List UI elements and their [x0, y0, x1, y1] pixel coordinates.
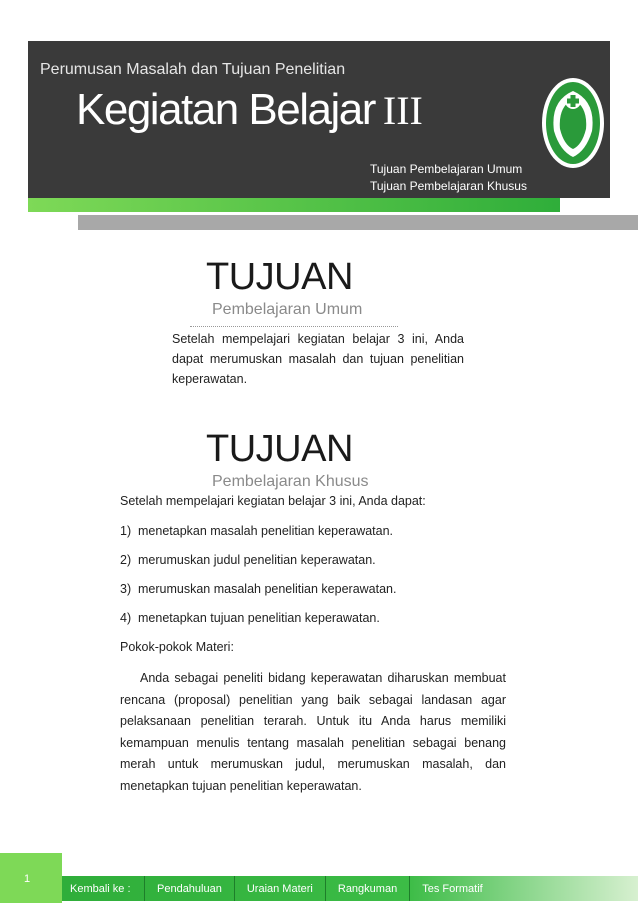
section1-heading: TUJUAN — [206, 256, 353, 298]
section2-subheading: Pembelajaran Khusus — [212, 473, 369, 490]
footer-label: Kembali ke : — [70, 882, 131, 895]
nav-rangkuman[interactable]: Rangkuman — [326, 876, 410, 901]
nav-tes-formatif[interactable]: Tes Formatif — [422, 882, 483, 895]
header-links — [370, 161, 527, 195]
section2-intro: Setelah mempelajari kegiatan belajar 3 ini, Anda dapat: — [120, 494, 426, 508]
divider — [190, 326, 398, 327]
materi-text: Anda sebagai peneliti bidang keperawatan diharuskan membuat rencana (proposal) penelitian yang baik sebagai landasan agar pelaksanaan penelitian terarah. Untuk itu Anda harus memiliki kemampuan menulis tentang masalah penelitian sebagai benang merah untuk merumuskan judul, merumuskan masalah, dan menetapkan tujuan penelitian keperawatan. — [120, 671, 506, 793]
list-item: 1) menetapkan masalah penelitian keperawatan. — [120, 524, 394, 538]
title-text: Kegiatan Belajar — [76, 85, 375, 134]
link-tujuan-khusus[interactable]: Tujuan Pembelajaran Khusus — [370, 179, 527, 193]
materi-label: Pokok-pokok Materi: — [120, 640, 234, 654]
page-number: 1 — [0, 853, 62, 903]
nav-pendahuluan[interactable]: Pendahuluan — [144, 876, 235, 901]
page-title — [76, 85, 423, 135]
section2-heading: TUJUAN — [206, 428, 353, 470]
section1-text: Setelah mempelajari kegiatan belajar 3 ini, Anda dapat merumuskan masalah dan tujuan penelitian keperawatan. — [172, 332, 464, 386]
bakti-husada-logo-icon — [540, 71, 606, 181]
gray-accent-bar — [78, 215, 638, 230]
title-roman: III — [382, 88, 423, 133]
header-banner — [28, 41, 610, 198]
list-item: 2) merumuskan judul penelitian keperawatan. — [120, 553, 376, 567]
link-tujuan-umum[interactable]: Tujuan Pembelajaran Umum — [370, 162, 523, 176]
list-item: 4) menetapkan tujuan penelitian keperawatan. — [120, 611, 380, 625]
green-accent-bar — [28, 198, 560, 212]
module-subtitle: Perumusan Masalah dan Tujuan Penelitian — [40, 61, 346, 78]
list-item: 3) merumuskan masalah penelitian keperawatan. — [120, 582, 397, 596]
footer-nav — [62, 876, 638, 901]
section2-content — [120, 494, 506, 797]
nav-uraian-materi[interactable]: Uraian Materi — [235, 876, 326, 901]
section1-subheading: Pembelajaran Umum — [212, 301, 363, 318]
